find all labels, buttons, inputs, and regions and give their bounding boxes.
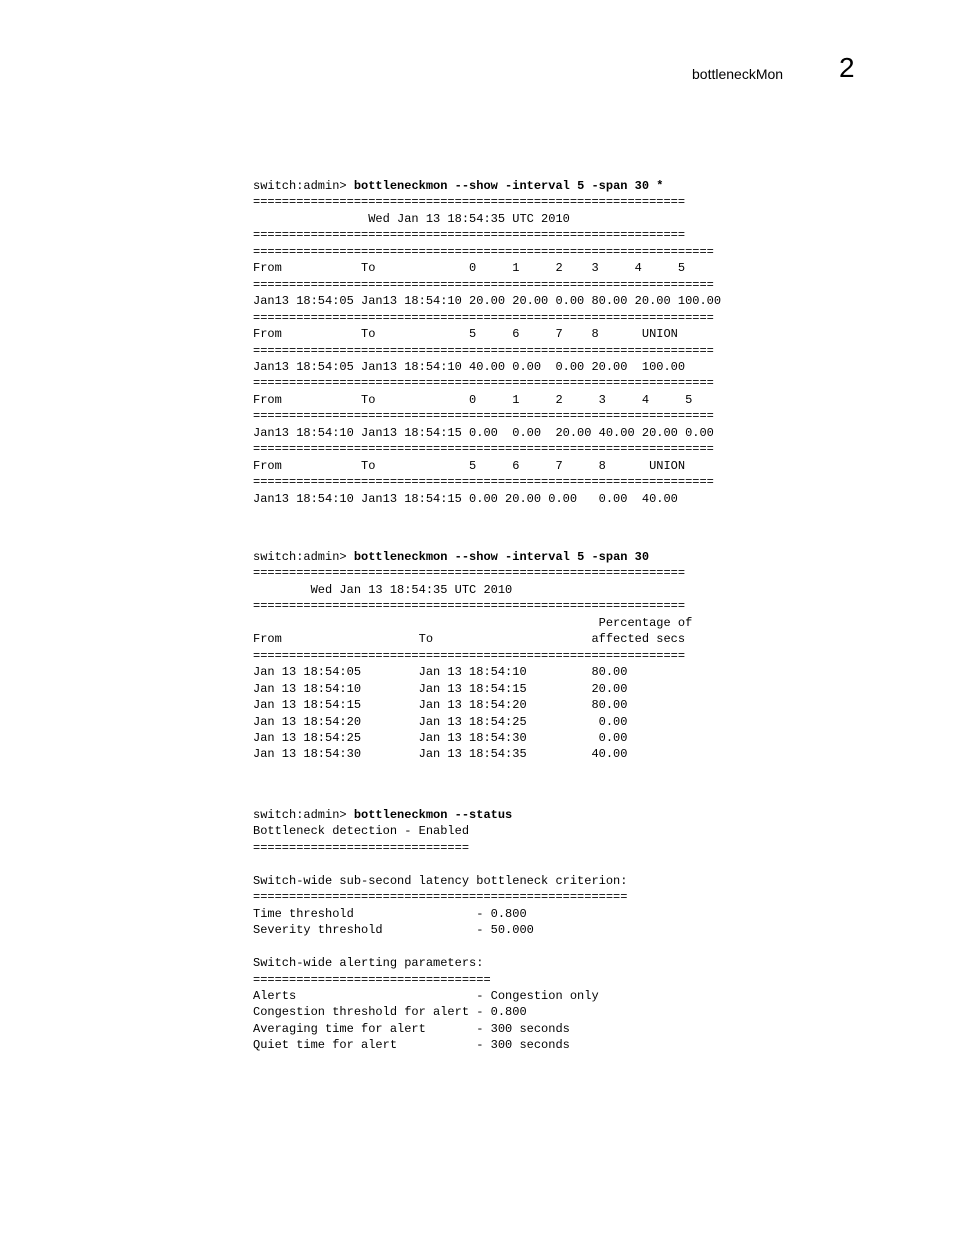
output-line: Jan13 18:54:05 Jan13 18:54:10 20.00 20.00 0.00 80.00 20.00 100.00: [253, 294, 722, 309]
output-line: Wed Jan 13 18:54:35 UTC 2010: [253, 211, 570, 226]
output-line: Alerts - Congestion only: [253, 988, 599, 1003]
output-line: Averaging time for alert - 300 seconds: [253, 1021, 570, 1036]
output-line: Jan 13 18:54:30 Jan 13 18:54:35 40.00: [253, 747, 628, 762]
output-line: ============================================================: [253, 228, 686, 243]
output-line: ====================================================: [253, 890, 628, 905]
cli-example-show-interval: [253, 549, 692, 763]
output-line: Congestion threshold for alert - 0.800: [253, 1005, 527, 1020]
output-line: ================================================================: [253, 475, 714, 490]
output-line: ================================================================: [253, 409, 714, 424]
cli-example-show-interval-star: [253, 178, 721, 507]
output-line: Wed Jan 13 18:54:35 UTC 2010: [253, 582, 513, 597]
chapter-number: 2: [839, 52, 855, 83]
output-line: Bottleneck detection - Enabled: [253, 824, 470, 839]
output-line: Jan 13 18:54:25 Jan 13 18:54:30 0.00: [253, 730, 628, 745]
cli-command: bottleneckmon --status: [353, 808, 513, 822]
output-line: ============================================================: [253, 566, 686, 581]
output-line: Quiet time for alert - 300 seconds: [253, 1038, 570, 1053]
cli-prompt: switch:admin>: [253, 550, 354, 564]
output-line: ============================================================: [253, 599, 686, 614]
output-line: ================================================================: [253, 442, 714, 457]
output-line: From To 0 1 2 3 4 5: [253, 392, 693, 407]
output-line: Jan 13 18:54:15 Jan 13 18:54:20 80.00: [253, 698, 628, 713]
output-line: =================================: [253, 972, 491, 987]
output-line: Jan13 18:54:10 Jan13 18:54:15 0.00 0.00 20.00 40.00 20.00 0.00: [253, 425, 714, 440]
output-line: ================================================================: [253, 376, 714, 391]
output-line: Jan 13 18:54:10 Jan 13 18:54:15 20.00: [253, 681, 628, 696]
cli-command: bottleneckmon --show -interval 5 -span 30 *: [353, 179, 664, 193]
cli-prompt: switch:admin>: [253, 808, 354, 822]
output-line: Jan 13 18:54:20 Jan 13 18:54:25 0.00: [253, 714, 628, 729]
output-line: Jan13 18:54:05 Jan13 18:54:10 40.00 0.00 0.00 20.00 100.00: [253, 359, 686, 374]
output-line: From To 5 6 7 8 UNION: [253, 458, 686, 473]
cli-example-status: [253, 807, 627, 1054]
output-line: Switch-wide alerting parameters:: [253, 956, 484, 971]
output-line: ================================================================: [253, 277, 714, 292]
output-line: Severity threshold - 50.000: [253, 923, 534, 938]
output-line: Jan13 18:54:10 Jan13 18:54:15 0.00 20.00 0.00 0.00 40.00: [253, 491, 678, 506]
output-line: ============================================================: [253, 648, 686, 663]
output-line: Jan 13 18:54:05 Jan 13 18:54:10 80.00: [253, 665, 628, 680]
cli-prompt: switch:admin>: [253, 179, 354, 193]
output-line: Percentage of: [253, 615, 693, 630]
output-line: ================================================================: [253, 310, 714, 325]
cli-command: bottleneckmon --show -interval 5 -span 30: [353, 550, 650, 564]
output-line: From To affected secs: [253, 632, 686, 647]
output-line: Time threshold - 0.800: [253, 906, 527, 921]
output-line: Switch-wide sub-second latency bottleneck criterion:: [253, 873, 628, 888]
output-line: From To 0 1 2 3 4 5: [253, 261, 686, 276]
output-line: ============================================================: [253, 195, 686, 210]
output-line: ================================================================: [253, 343, 714, 358]
output-line: ================================================================: [253, 244, 714, 259]
output-line: ==============================: [253, 840, 470, 855]
output-line: From To 5 6 7 8 UNION: [253, 327, 678, 342]
section-title: bottleneckMon: [692, 66, 784, 82]
